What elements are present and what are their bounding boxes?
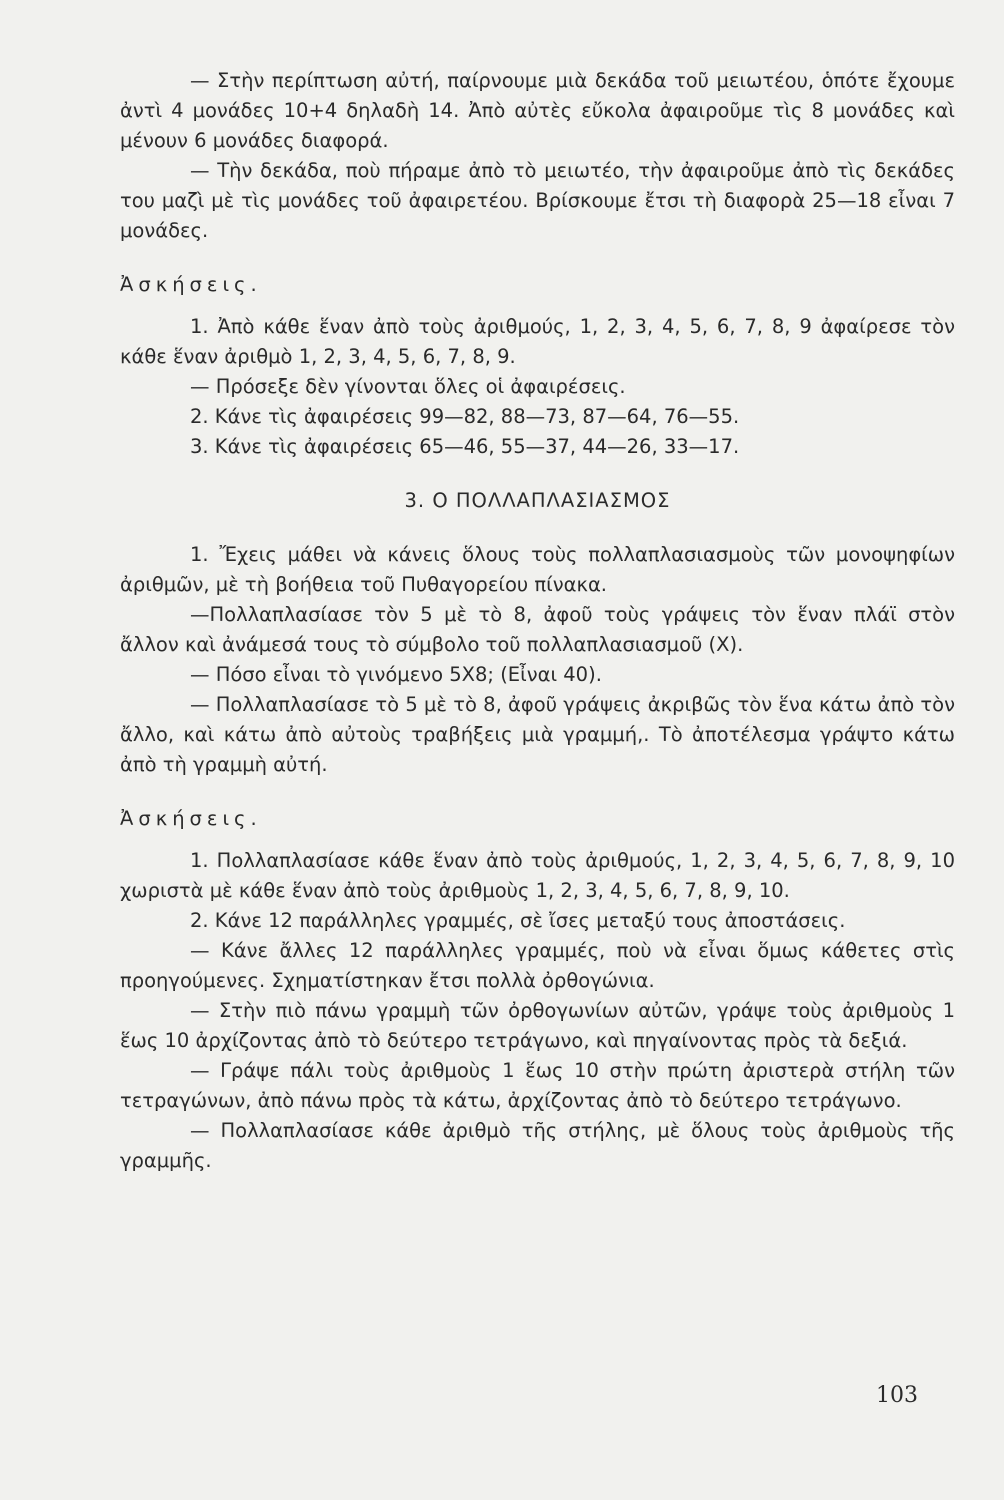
exercise-item: — Γράψε πάλι τοὺς ἀριθμοὺς 1 ἕως 10 στὴν πρώτη ἀριστερὰ στήλη τῶν τετραγώνων, ἀπὸ πάνω πρὸς τὰ κάτω, ἀρχίζοντας ἀπὸ τὸ δεύτερο τετράγωνο.: [120, 1059, 955, 1112]
page-body: [120, 66, 955, 1176]
exercise-item: — Κάνε ἄλλες 12 παράλληλες γραμμές, ποὺ νὰ εἶναι ὅμως κάθετες στὶς προηγούμενες. Σχηματίστηκαν ἔτσι πολλὰ ὀρθογώνια.: [120, 939, 955, 992]
paragraph: — Στὴν περίπτωση αὐτή, παίρνουμε μιὰ δεκάδα τοῦ μειωτέου, ὁπότε ἔχουμε ἀντὶ 4 μονάδες 10+4 δηλαδὴ 14. Ἀπὸ αὐτὲς εὔκολα ἀφαιροῦμε τὶς 8 μονάδες καὶ μένουν 6 μονάδες διαφορά.: [120, 69, 955, 152]
paragraph: — Τὴν δεκάδα, ποὺ πήραμε ἀπὸ τὸ μειωτέο, τὴν ἀφαιροῦμε ἀπὸ τὶς δεκάδες του μαζὶ μὲ τὶς μονάδες τοῦ ἀφαιρετέου. Βρίσκουμε ἔτσι τὴ διαφορὰ 25—18 εἶναι 7 μονάδες.: [120, 159, 955, 242]
paragraph: —Πολλαπλασίασε τὸν 5 μὲ τὸ 8, ἀφοῦ τοὺς γράψεις τὸν ἕναν πλάϊ στὸν ἄλλον καὶ ἀνάμεσά τους τὸ σύμβολο τοῦ πολλαπλασιασμοῦ (Χ).: [120, 603, 955, 656]
exercise-item: — Στὴν πιὸ πάνω γραμμὴ τῶν ὀρθογωνίων αὐτῶν, γράψε τοὺς ἀριθμοὺς 1 ἕως 10 ἀρχίζοντας ἀπὸ τὸ δεύτερο τετράγωνο, καὶ πηγαίνοντας πρὸς τὰ δεξιά.: [120, 999, 955, 1052]
page-number: 103: [876, 1383, 918, 1408]
exercise-item: 3. Κάνε τὶς ἀφαιρέσεις 65—46, 55—37, 44—26, 33—17.: [190, 435, 740, 458]
exercise-item: 2. Κάνε τὶς ἀφαιρέσεις 99—82, 88—73, 87—64, 76—55.: [190, 405, 740, 428]
section-title: 3. Ο ΠΟΛΛΑΠΛΑΣΙΑΣΜΟΣ: [404, 489, 671, 512]
exercises-heading: Ἀσκήσεις.: [120, 807, 262, 830]
paragraph: 1. Ἔχεις μάθει νὰ κάνεις ὅλους τοὺς πολλαπλασιασμοὺς τῶν μονοψηφίων ἀριθμῶν, μὲ τὴ βοήθεια τοῦ Πυθαγορείου πίνακα.: [120, 543, 955, 596]
exercise-item: — Πολλαπλασίασε κάθε ἀριθμὸ τῆς στήλης, μὲ ὅλους τοὺς ἀριθμοὺς τῆς γραμμῆς.: [120, 1119, 955, 1172]
exercise-item: 2. Κάνε 12 παράλληλες γραμμές, σὲ ἴσες μεταξύ τους ἀποστάσεις.: [190, 909, 846, 932]
exercises-heading: Ἀσκήσεις.: [120, 273, 262, 296]
paragraph: — Πόσο εἶναι τὸ γινόμενο 5Χ8; (Εἶναι 40).: [190, 663, 602, 686]
exercise-item: — Πρόσεξε δὲν γίνονται ὅλες οἱ ἀφαιρέσεις.: [190, 375, 626, 398]
paragraph: — Πολλαπλασίασε τὸ 5 μὲ τὸ 8, ἀφοῦ γράψεις ἀκριβῶς τὸν ἕνα κάτω ἀπὸ τὸν ἄλλο, καὶ κάτω ἀπὸ αὐτοὺς τραβήξεις μιὰ γραμμή,. Τὸ ἀποτέλεσμα γράψτο κάτω ἀπὸ τὴ γραμμὴ αὐτή.: [120, 693, 955, 776]
exercise-item: 1. Πολλαπλασίασε κάθε ἕναν ἀπὸ τοὺς ἀριθμούς, 1, 2, 3, 4, 5, 6, 7, 8, 9, 10 χωριστὰ μὲ κάθε ἕναν ἀπὸ τοὺς ἀριθμοὺς 1, 2, 3, 4, 5, 6, 7, 8, 9, 10.: [120, 849, 955, 902]
exercise-item: 1. Ἀπὸ κάθε ἕναν ἀπὸ τοὺς ἀριθμούς, 1, 2, 3, 4, 5, 6, 7, 8, 9 ἀφαίρεσε τὸν κάθε ἕναν ἀριθμὸ 1, 2, 3, 4, 5, 6, 7, 8, 9.: [120, 315, 955, 368]
